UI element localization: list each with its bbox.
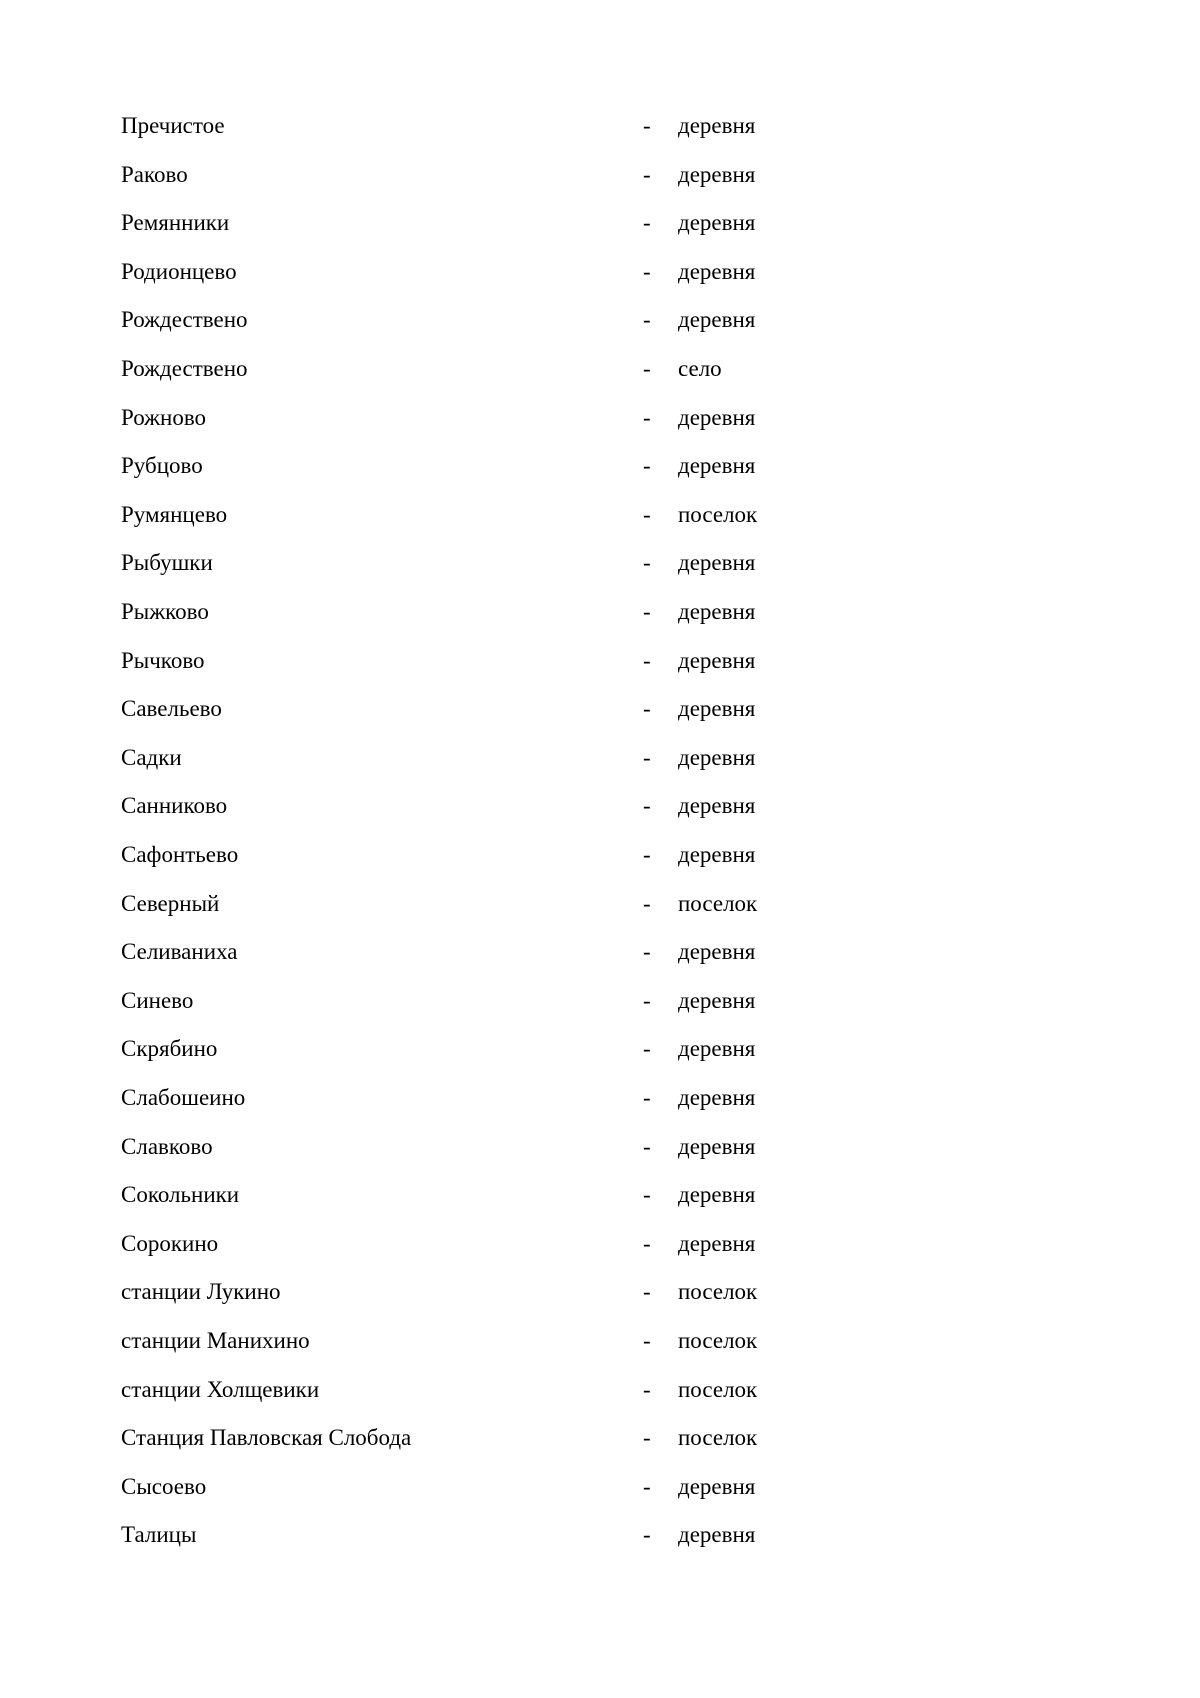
separator-dash: - (643, 210, 651, 236)
settlement-type: деревня (678, 1182, 756, 1208)
settlement-name: Рычково (121, 647, 205, 673)
list-item (0, 402, 1200, 434)
separator-dash: - (643, 113, 651, 138)
settlement-type: деревня (678, 1036, 756, 1062)
settlement-type: поселок (678, 1376, 758, 1402)
settlement-type: село (678, 356, 722, 381)
settlement-type: поселок (678, 1279, 758, 1305)
separator-dash: - (643, 161, 651, 187)
separator-dash: - (643, 501, 651, 527)
settlement-name: Сафонтьево (121, 842, 239, 867)
settlement-name: Раково (121, 161, 188, 187)
separator-dash: - (643, 647, 651, 673)
settlement-type: деревня (678, 1133, 756, 1159)
settlement-type: поселок (678, 890, 758, 916)
settlement-name: Родионцево (121, 258, 237, 284)
list-item (0, 159, 1200, 191)
list-item (0, 1131, 1200, 1163)
settlement-name: Сысоево (121, 1473, 207, 1499)
settlement-name: Санниково (121, 793, 228, 819)
separator-dash: - (643, 1133, 651, 1159)
settlement-type: деревня (678, 647, 756, 673)
list-item (0, 839, 1200, 871)
settlement-type: деревня (678, 744, 756, 770)
settlement-name: Талицы (121, 1522, 197, 1548)
settlement-type: деревня (678, 987, 756, 1013)
list-item (0, 790, 1200, 822)
settlement-name: Рождествено (121, 356, 248, 381)
separator-dash: - (643, 1425, 651, 1451)
list-item (0, 110, 1200, 142)
settlement-name: Пречистое (121, 113, 225, 138)
list-item (0, 645, 1200, 677)
separator-dash: - (643, 453, 651, 479)
separator-dash: - (643, 987, 651, 1013)
separator-dash: - (643, 258, 651, 284)
settlement-type: поселок (678, 501, 758, 527)
list-item (0, 596, 1200, 628)
list-item (0, 547, 1200, 579)
settlement-name: станции Лукино (121, 1279, 281, 1305)
settlement-name: Станция Павловская Слобода (121, 1425, 412, 1451)
separator-dash: - (643, 1473, 651, 1499)
separator-dash: - (643, 550, 651, 576)
settlement-name: станции Манихино (121, 1328, 310, 1353)
list-item (0, 1325, 1200, 1357)
list-item (0, 1276, 1200, 1308)
settlement-name: Скрябино (121, 1036, 218, 1062)
settlement-type: деревня (678, 599, 756, 624)
settlement-type: поселок (678, 1425, 758, 1451)
separator-dash: - (643, 842, 651, 867)
settlement-type: деревня (678, 258, 756, 284)
settlement-type: деревня (678, 113, 756, 138)
settlement-name: Синево (121, 987, 194, 1013)
separator-dash: - (643, 939, 651, 965)
list-item (0, 450, 1200, 482)
settlement-type: деревня (678, 1473, 756, 1499)
separator-dash: - (643, 1328, 651, 1353)
list-item (0, 207, 1200, 239)
settlement-type: деревня (678, 1085, 756, 1110)
settlement-type: деревня (678, 210, 756, 236)
settlement-type: деревня (678, 939, 756, 965)
settlement-name: Селиваниха (121, 939, 238, 965)
settlement-name: Сорокино (121, 1230, 219, 1256)
settlement-name: Рыжково (121, 599, 209, 624)
list-item (0, 1179, 1200, 1211)
settlement-type: деревня (678, 550, 756, 576)
separator-dash: - (643, 1085, 651, 1110)
list-item (0, 936, 1200, 968)
list-item (0, 1082, 1200, 1114)
separator-dash: - (643, 1522, 651, 1548)
settlement-type: деревня (678, 842, 756, 867)
separator-dash: - (643, 1279, 651, 1305)
list-item (0, 1228, 1200, 1260)
list-item (0, 1519, 1200, 1551)
settlement-name: Савельево (121, 696, 222, 722)
separator-dash: - (643, 404, 651, 430)
list-item (0, 888, 1200, 920)
list-item (0, 1471, 1200, 1503)
settlement-type: деревня (678, 793, 756, 819)
settlement-name: Садки (121, 744, 182, 770)
settlement-name: Славково (121, 1133, 213, 1159)
list-item (0, 693, 1200, 725)
list-item (0, 256, 1200, 288)
settlement-name: станции Холщевики (121, 1376, 320, 1402)
list-item (0, 985, 1200, 1017)
settlement-name: Рожново (121, 404, 207, 430)
settlement-type: деревня (678, 404, 756, 430)
settlement-name: Сокольники (121, 1182, 240, 1208)
separator-dash: - (643, 793, 651, 819)
settlement-name: Румянцево (121, 501, 228, 527)
list-item (0, 1422, 1200, 1454)
settlement-type: деревня (678, 696, 756, 722)
separator-dash: - (643, 696, 651, 722)
list-item (0, 742, 1200, 774)
list-item (0, 499, 1200, 531)
separator-dash: - (643, 1376, 651, 1402)
list-item (0, 1033, 1200, 1065)
separator-dash: - (643, 1230, 651, 1256)
settlement-name: Слабошеино (121, 1085, 246, 1110)
settlement-name: Ремянники (121, 210, 230, 236)
separator-dash: - (643, 1182, 651, 1208)
list-item (0, 353, 1200, 385)
settlement-type: деревня (678, 1522, 756, 1548)
separator-dash: - (643, 744, 651, 770)
settlement-type: деревня (678, 161, 756, 187)
settlement-type: деревня (678, 1230, 756, 1256)
list-item (0, 304, 1200, 336)
separator-dash: - (643, 307, 651, 333)
list-item (0, 1374, 1200, 1406)
settlement-name: Рождествено (121, 307, 248, 333)
separator-dash: - (643, 1036, 651, 1062)
separator-dash: - (643, 890, 651, 916)
separator-dash: - (643, 599, 651, 624)
settlement-name: Рубцово (121, 453, 203, 479)
settlement-type: поселок (678, 1328, 758, 1353)
settlement-type: деревня (678, 453, 756, 479)
settlement-name: Северный (121, 890, 220, 916)
separator-dash: - (643, 356, 651, 381)
settlement-name: Рыбушки (121, 550, 213, 576)
settlement-type: деревня (678, 307, 756, 333)
